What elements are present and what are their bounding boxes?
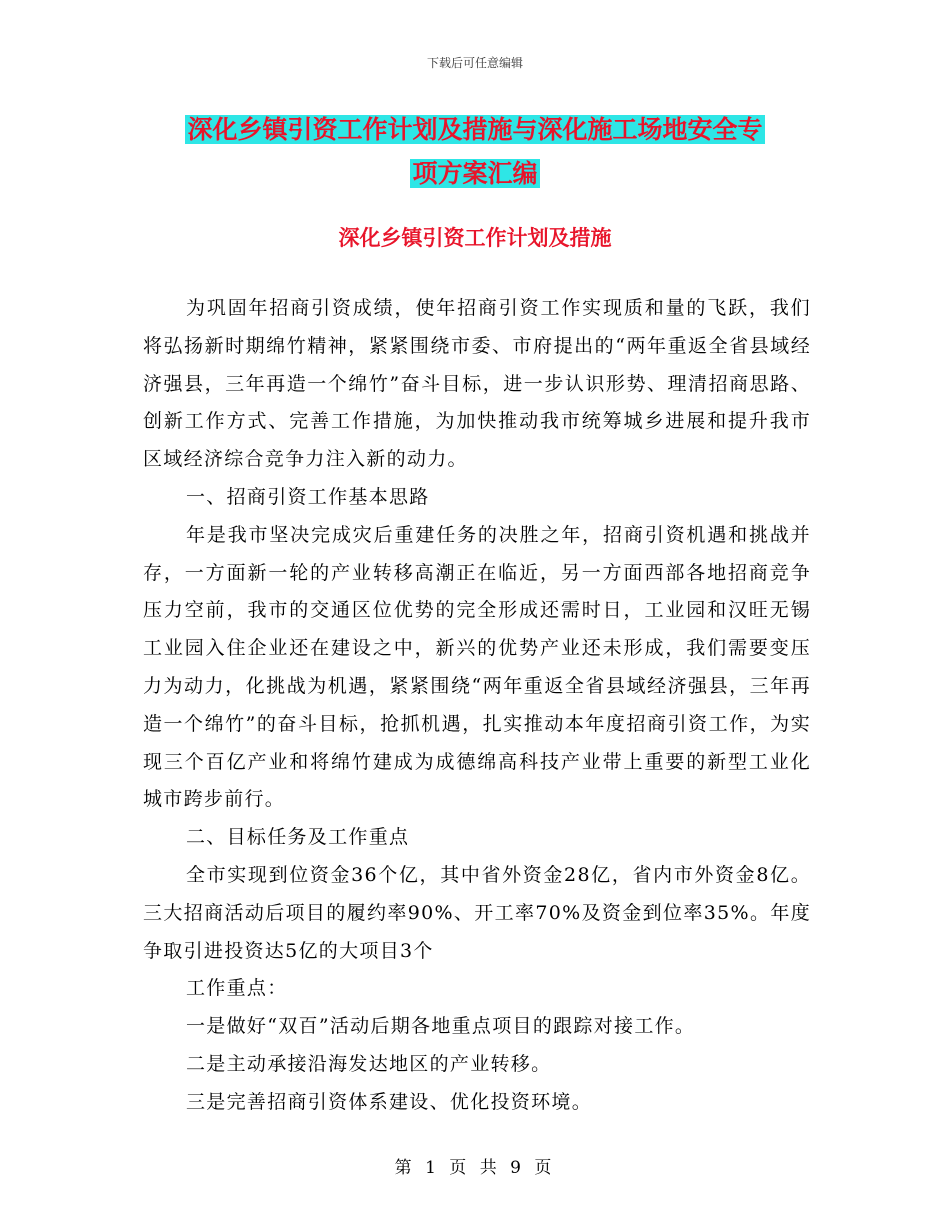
heading-basic-approach: 一、招商引资工作基本思路 (186, 485, 430, 508)
priorities-label: 工作重点： (186, 977, 288, 1000)
section-title: 深化乡镇引资工作计划及措施 (338, 226, 612, 250)
goals-paragraph: 全市实现到位资金36个亿，其中省外资金28亿，省内市外资金8亿。三大招商活动后项目的履约率90%、开工率70%及资金到位率35%。年度争取引进投资达5亿的大项目3个 (143, 863, 811, 962)
approach-paragraph: 年是我市坚决完成灾后重建任务的决胜之年，招商引资机遇和挑战并存，一方面新一轮的产业转移高潮正在临近，另一方面西部各地招商竞争压力空前，我市的交通区位优势的完全形成还需时日，工业园和汉旺无锡工业园入住企业还在建设之中，新兴的优势产业还未形成，我们需要变压力为动力，化挑战为机遇，紧紧围绕“两年重返全省县域经济强县，三年再造一个绵竹”的奋斗目标，抢抓机遇，扎实推动本年度招商引资工作，为实现三个百亿产业和将绵竹建成为成德绵高科技产业带上重要的新型工业化城市跨步前行。 (143, 523, 811, 811)
priority-item-3: 三是完善招商引资体系建设、优化投资环境。 (186, 1090, 593, 1113)
page-header: 下载后可任意编辑 (426, 56, 523, 70)
page-number-footer: 第 1 页 共 9 页 (394, 1158, 556, 1178)
intro-paragraph: 为巩固年招商引资成绩，使年招商引资工作实现质和量的飞跃，我们将弘扬新时期绵竹精神，紧紧围绕市委、市府提出的“两年重返全省县域经济强县，三年再造一个绵竹”奋斗目标，进一步认识形势、理清招商思路、创新工作方式、完善工作措施，为加快推动我市统筹城乡进展和提升我市区域经济综合竞争力注入新的动力。 (143, 297, 811, 471)
document-body (143, 290, 811, 1122)
heading-goals: 二、目标任务及工作重点 (186, 826, 410, 849)
document-title (140, 108, 810, 196)
document-title-line-2: 项方案汇编 (412, 159, 538, 188)
priority-item-1: 一是做好“双百”活动后期各地重点项目的跟踪对接工作。 (186, 1015, 696, 1038)
document-title-line-1: 深化乡镇引资工作计划及措施与深化施工场地安全专 (187, 115, 763, 144)
priority-item-2: 二是主动承接沿海发达地区的产业转移。 (186, 1052, 552, 1075)
